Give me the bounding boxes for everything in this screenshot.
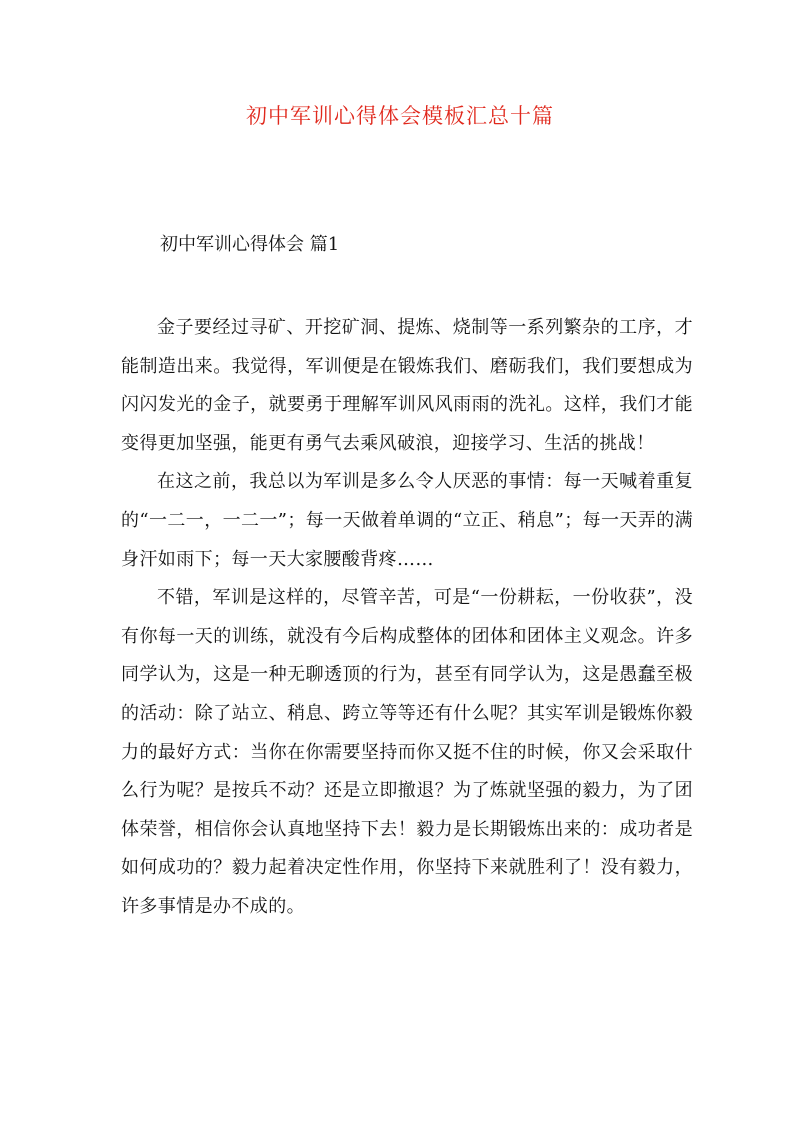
paragraph-1: 金子要经过寻矿、开挖矿洞、提炼、烧制等一系列繁杂的工序，才能制造出来。我觉得，军训便是在锻炼我们、磨砺我们，我们要想成为闪闪发光的金子，就要勇于理解军训风风雨雨的洗礼。这样，我们才能变得更加坚强，能更有勇气去乘风破浪，迎接学习、生活的挑战！ — [121, 317, 693, 454]
document-title: 初中军训心得体会模板汇总十篇 — [246, 104, 554, 128]
paragraph-3: 不错，军训是这样的，尽管辛苦，可是“一份耕耘，一份收获”，没有你每一天的训练，就没有今后构成整体的团体和团体主义观念。许多同学认为，这是一种无聊透顶的行为，甚至有同学认为，这是愚蠢至极的活动：除了站立、稍息、跨立等等还有什么呢？其实军训是锻炼你毅力的最好方式：当你在你需要坚持而你又挺不住的时候，你又会采取什么行为呢？是按兵不动？还是立即撤退？为了炼就坚强的毅力，为了团体荣誉，相信你会认真地坚持下去！毅力是长期锻炼出来的：成功者是如何成功的？毅力起着决定性作用，你坚持下来就胜利了！没有毅力，许多事情是办不成的。 — [121, 587, 693, 917]
section-heading: 初中军训心得体会 篇1 — [160, 234, 340, 255]
paragraph-2: 在这之前，我总以为军训是多么令人厌恶的事情：每一天喊着重复的“一二一，一二一”；每一天做着单调的“立正、稍息”；每一天弄的满身汗如雨下；每一天大家腰酸背疼…… — [121, 471, 694, 570]
body-text — [121, 309, 693, 927]
